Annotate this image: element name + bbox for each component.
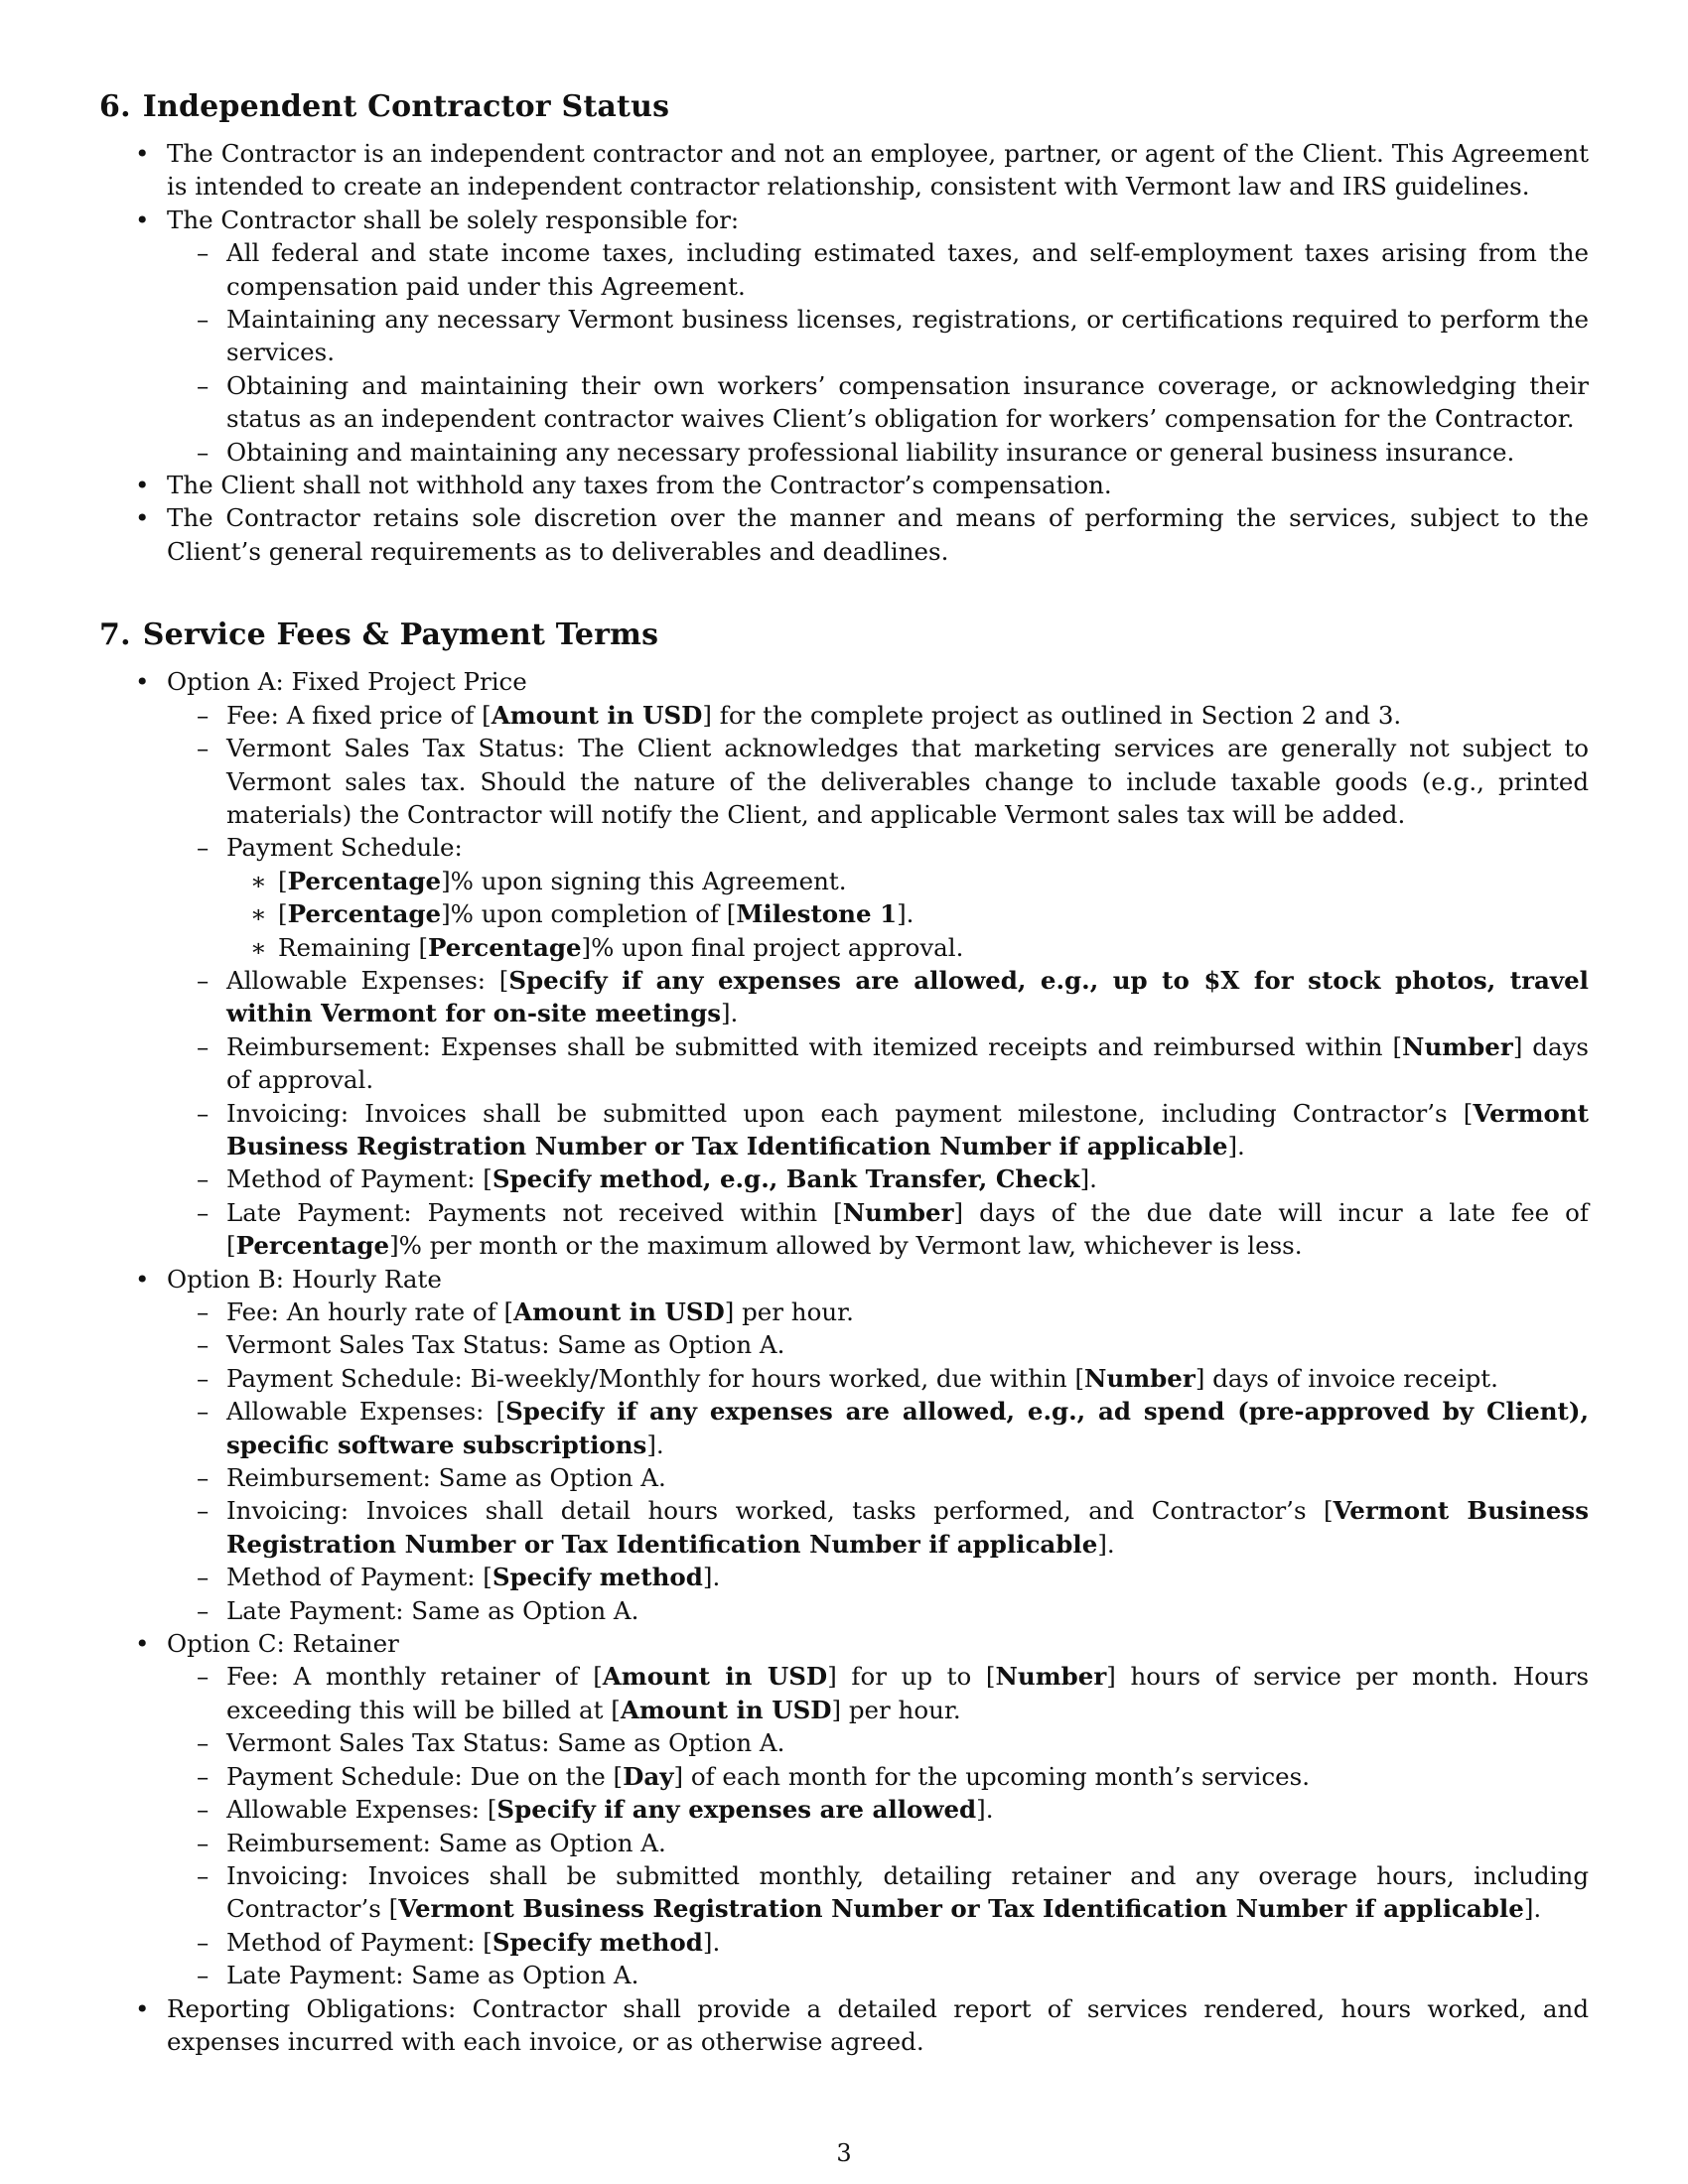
responsibilities-list: [167, 236, 1589, 469]
text: Fee: A fixed price of [: [226, 700, 492, 730]
list-item: [167, 1793, 1589, 1826]
placeholder-field: Vermont Business Registration Number or Tax Identification Number if applicable: [226, 1496, 1589, 1559]
text: Allowable Expenses: [: [226, 1795, 497, 1825]
text: Invoicing: Invoices shall detail hours worked, tasks performed, and Contractor’s [: [226, 1496, 1334, 1526]
section-7-number: 7.: [99, 617, 131, 653]
text: Payment Schedule: Due on the [: [226, 1761, 624, 1791]
text: ].: [721, 999, 739, 1028]
list-item: – Maintaining any necessary Vermont business licenses, registrations, or certifications required to perform the services.: [167, 303, 1589, 369]
text: ].: [897, 899, 914, 929]
text: ] for up to [: [827, 1662, 996, 1692]
page-content: [99, 87, 1589, 2058]
list-item: [167, 1561, 1589, 1593]
text: Invoicing: Invoices shall be submitted upon each payment milestone, including Contractor’s [: [226, 1098, 1474, 1128]
option-a-list: [167, 699, 1589, 1263]
text: Method of Payment: [: [226, 1563, 492, 1592]
text: [: [278, 866, 288, 895]
section-6-heading: [99, 87, 1589, 127]
text: ] per hour.: [724, 1297, 854, 1326]
text: Allowable Expenses: [: [226, 965, 509, 995]
text: ].: [1523, 1894, 1542, 1924]
text: ].: [702, 1927, 721, 1957]
placeholder-field: Vermont Business Registration Number or Tax Identification Number if applicable: [226, 1098, 1589, 1160]
placeholder-field: Specify method: [492, 1563, 703, 1592]
option-b-label: Option B: Hourly Rate: [167, 1264, 442, 1294]
placeholder-field: Number: [995, 1662, 1107, 1692]
placeholder-field: Amount in USD: [513, 1297, 725, 1326]
placeholder-field: Vermont Business Registration Number or Tax Identification Number if applicable: [398, 1894, 1524, 1924]
text: ]% per month or the maximum allowed by Vermont law, whichever is less.: [389, 1231, 1303, 1261]
section-6-list: [99, 137, 1589, 568]
placeholder-field: Percentage: [235, 1231, 390, 1261]
list-item: [167, 699, 1589, 732]
text: ]% upon completion of [: [441, 899, 737, 929]
text: Late Payment: Payments not received within [: [226, 1197, 843, 1227]
text: ].: [646, 1430, 664, 1459]
list-item: • The Contractor is an independent contractor and not an employee, partner, or agent of the Client. This Agreement is intended to create an independent contractor relationship, consistent with Vermont law and IRS guidelines.: [99, 137, 1589, 204]
text: ].: [1079, 1164, 1097, 1194]
placeholder-field: Percentage: [287, 866, 442, 895]
text: Payment Schedule: Bi-weekly/Monthly for hours worked, due within [: [226, 1363, 1085, 1393]
list-item: [167, 1296, 1589, 1328]
list-item-text: Payment Schedule:: [226, 833, 463, 863]
text: ] per hour.: [831, 1695, 961, 1724]
text: ] days of the due date will incur a late fee of [: [226, 1197, 1589, 1261]
placeholder-field: Specify method: [492, 1927, 703, 1957]
text: [: [278, 899, 288, 929]
list-item: – Obtaining and maintaining any necessary professional liability insurance or general business insurance.: [167, 436, 1589, 469]
section-7-title: Service Fees & Payment Terms: [142, 617, 659, 653]
section-6-title: Independent Contractor Status: [142, 89, 670, 124]
option-c-label: Option C: Retainer: [167, 1629, 399, 1659]
option-c-list: [167, 1660, 1589, 1991]
placeholder-field: Number: [842, 1197, 954, 1227]
list-item: • The Contractor retains sole discretion over the manner and means of performing the services, subject to the Client’s general requirements as to deliverables and deadlines.: [99, 501, 1589, 568]
reporting-obligations-item: • Reporting Obligations: Contractor shall provide a detailed report of services rendered, hours worked, and expenses incurred with each invoice, or as otherwise agreed.: [99, 1992, 1589, 2059]
list-item: – Vermont Sales Tax Status: Same as Option A.: [167, 1726, 1589, 1759]
list-item: [99, 204, 1589, 469]
placeholder-field: Specify if any expenses are allowed, e.g., ad spend (pre-approved by Client), specific software subscriptions: [226, 1397, 1589, 1459]
placeholder-field: Number: [1402, 1031, 1513, 1061]
list-item: – Late Payment: Same as Option A.: [167, 1959, 1589, 1991]
text: ]% upon final project approval.: [581, 932, 964, 962]
list-item: [226, 865, 1589, 897]
text: ] of each month for the upcoming month’s services.: [673, 1761, 1311, 1791]
list-item: [167, 1162, 1589, 1195]
placeholder-field: Milestone 1: [736, 899, 898, 929]
list-item: [167, 1859, 1589, 1926]
option-c-item: [99, 1627, 1589, 1991]
list-item: [167, 1494, 1589, 1561]
placeholder-field: Number: [1084, 1363, 1196, 1393]
option-a-label: Option A: Fixed Project Price: [167, 667, 527, 697]
text: Allowable Expenses: [: [226, 1397, 506, 1427]
placeholder-field: Amount in USD: [602, 1662, 828, 1692]
list-item: – Vermont Sales Tax Status: Same as Option A.: [167, 1328, 1589, 1361]
page-number: 3: [836, 2139, 852, 2167]
list-item: [167, 1760, 1589, 1793]
list-item: [167, 1196, 1589, 1263]
placeholder-field: Specify if any expenses are allowed: [496, 1795, 977, 1825]
text: Fee: A monthly retainer of [: [226, 1662, 603, 1692]
placeholder-field: Specify if any expenses are allowed, e.g., up to $X for stock photos, travel within Vermont for on-site meetings: [226, 965, 1589, 1028]
text: Method of Payment: [: [226, 1927, 492, 1957]
list-item: [167, 1362, 1589, 1395]
list-item: – Vermont Sales Tax Status: The Client acknowledges that marketing services are generally not subject to Vermont sales tax. Should the nature of the deliverables change to include taxable goods (e.g., printed materials) the Contractor will notify the Client, and applicable Vermont sales tax will be added.: [167, 732, 1589, 831]
placeholder-field: Percentage: [428, 932, 582, 962]
text: Remaining [: [278, 932, 429, 962]
text: Reimbursement: Expenses shall be submitted with itemized receipts and reimbursed within [: [226, 1031, 1403, 1061]
list-item: – Reimbursement: Same as Option A.: [167, 1827, 1589, 1859]
text: ]% upon signing this Agreement.: [441, 866, 847, 895]
text: ] hours of service per month. Hours exceeding this will be billed at [: [226, 1662, 1590, 1724]
list-item: [167, 1395, 1589, 1461]
text: Invoicing: Invoices shall be submitted monthly, detailing retainer and any overage hours, including Contractor’s [: [226, 1860, 1589, 1924]
list-item: – All federal and state income taxes, including estimated taxes, and self-employment taxes arising from the compensation paid under this Agreement.: [167, 236, 1589, 303]
placeholder-field: Percentage: [287, 899, 442, 929]
text: ] for the complete project as outlined in Section 2 and 3.: [702, 700, 1402, 730]
list-item: [226, 897, 1589, 930]
section-7-list: [99, 665, 1589, 2058]
section-6-number: 6.: [99, 89, 131, 124]
text: ].: [702, 1563, 721, 1592]
text: ] days of invoice receipt.: [1195, 1363, 1498, 1393]
text: ].: [1097, 1529, 1115, 1559]
placeholder-field: Day: [623, 1761, 674, 1791]
option-b-item: [99, 1263, 1589, 1627]
list-item: – Reimbursement: Same as Option A.: [167, 1461, 1589, 1494]
list-item: • The Client shall not withhold any taxes from the Contractor’s compensation.: [99, 469, 1589, 501]
list-item: [226, 931, 1589, 964]
list-item: [167, 1926, 1589, 1959]
list-item: [167, 1660, 1589, 1726]
list-item-text: The Contractor shall be solely responsible for:: [167, 205, 740, 234]
payment-schedule-list: [226, 865, 1589, 964]
list-item: [167, 831, 1589, 964]
placeholder-field: Amount in USD: [491, 700, 703, 730]
text: ] days of approval.: [226, 1031, 1589, 1095]
list-item: [167, 1097, 1589, 1163]
list-item: [167, 1030, 1589, 1097]
list-item: [167, 964, 1589, 1030]
option-b-list: [167, 1296, 1589, 1627]
option-a-item: [99, 665, 1589, 1262]
placeholder-field: Specify method, e.g., Bank Transfer, Check: [492, 1164, 1080, 1194]
section-7-heading: [99, 615, 1589, 655]
text: ].: [1227, 1131, 1245, 1160]
list-item: – Late Payment: Same as Option A.: [167, 1594, 1589, 1627]
list-item: – Obtaining and maintaining their own workers’ compensation insurance coverage, or acknowledging their status as an independent contractor waives Client’s obligation for workers’ compensation for the Contractor.: [167, 369, 1589, 436]
placeholder-field: Amount in USD: [620, 1695, 832, 1724]
text: Fee: An hourly rate of [: [226, 1297, 514, 1326]
text: Method of Payment: [: [226, 1164, 492, 1194]
text: ].: [976, 1795, 994, 1825]
